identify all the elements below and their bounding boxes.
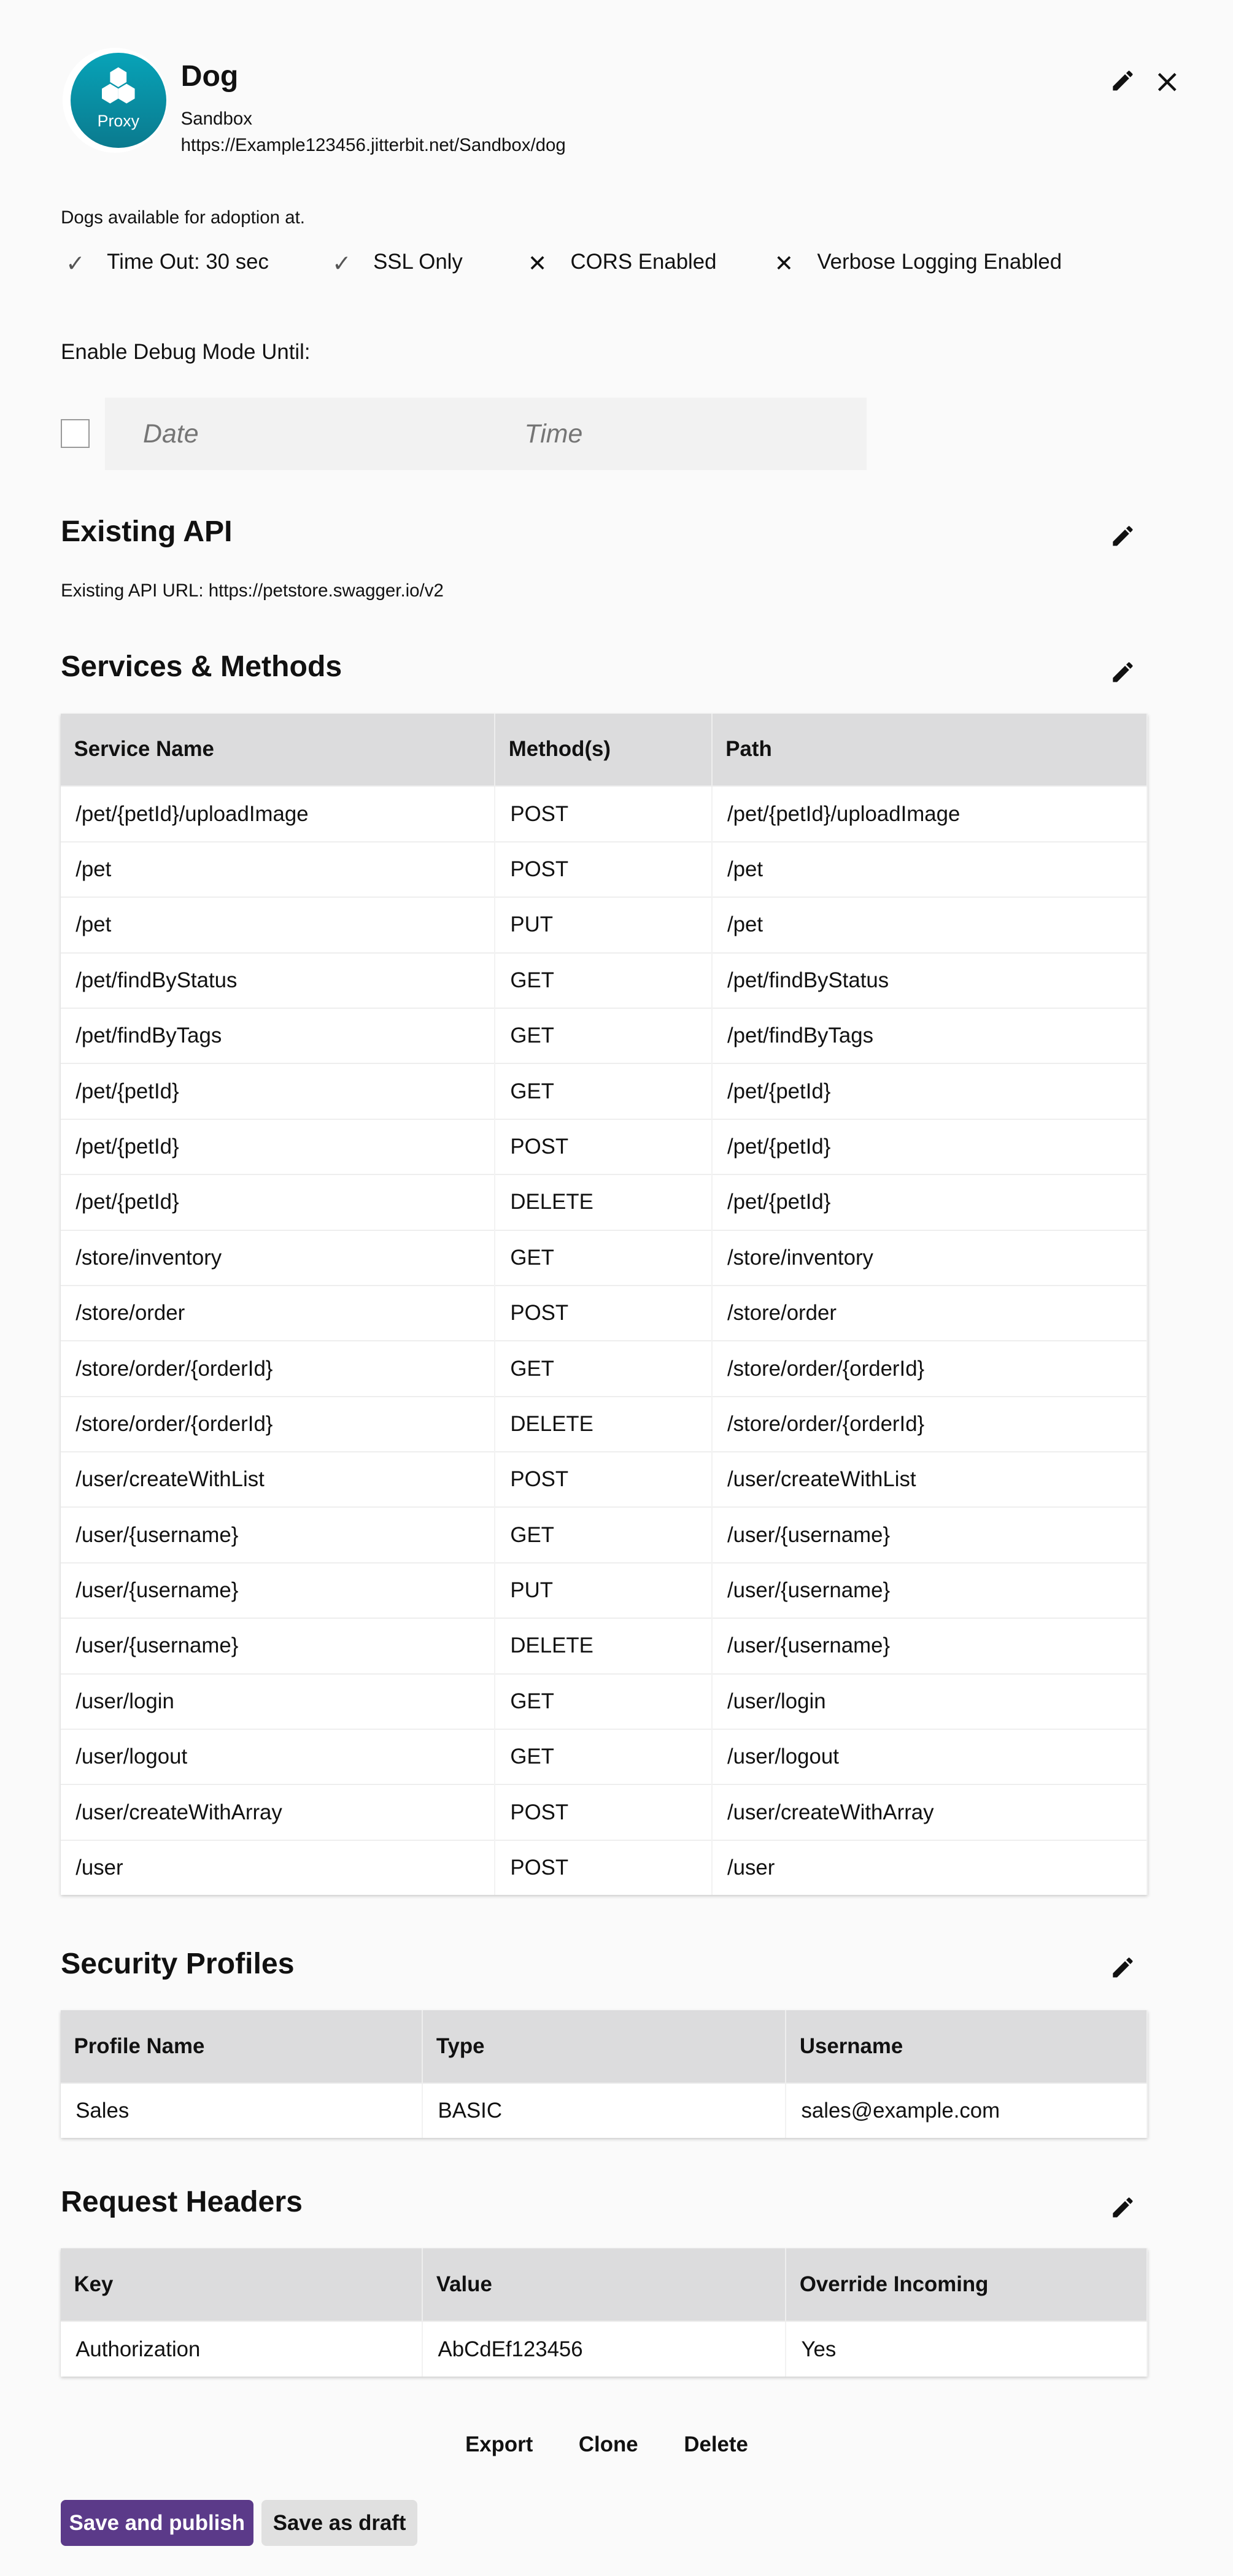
method-cell: POST bbox=[495, 1452, 712, 1507]
debug-label: Enable Debug Mode Until: bbox=[61, 340, 311, 364]
table-row[interactable] bbox=[61, 786, 1147, 841]
service-name-cell: /pet/{petId} bbox=[61, 1063, 495, 1119]
edit-security-button[interactable] bbox=[1107, 1951, 1140, 1984]
service-name-cell: /pet/{petId} bbox=[61, 1174, 495, 1230]
check-icon: ✓ bbox=[66, 250, 85, 277]
method-cell: PUT bbox=[495, 1563, 712, 1618]
method-cell: GET bbox=[495, 1341, 712, 1396]
path-cell: /user/createWithArray bbox=[712, 1784, 1147, 1840]
environment-name: Sandbox bbox=[180, 108, 252, 129]
path-cell: /pet bbox=[712, 842, 1147, 897]
table-row[interactable] bbox=[61, 2321, 1147, 2376]
path-cell: /user/{username} bbox=[712, 1563, 1147, 1618]
service-name-cell: /user/createWithList bbox=[61, 1452, 495, 1507]
table-row[interactable] bbox=[61, 2083, 1147, 2138]
column-header: Value bbox=[422, 2248, 786, 2321]
method-cell: GET bbox=[495, 1507, 712, 1562]
pencil-icon bbox=[1110, 1954, 1136, 1981]
service-name-cell: /pet/{petId} bbox=[61, 1119, 495, 1174]
request-headers-table bbox=[61, 2248, 1148, 2376]
table-row[interactable] bbox=[61, 1397, 1147, 1452]
path-cell: /pet/{petId}/uploadImage bbox=[712, 786, 1147, 841]
column-header: Key bbox=[61, 2248, 422, 2321]
type-cell: BASIC bbox=[422, 2083, 786, 2138]
service-name-cell: /pet bbox=[61, 897, 495, 952]
method-cell: POST bbox=[495, 1286, 712, 1341]
clone-button[interactable]: Clone bbox=[578, 2432, 638, 2457]
delete-button[interactable]: Delete bbox=[684, 2432, 748, 2457]
table-header-row bbox=[61, 714, 1147, 787]
path-cell: /user/login bbox=[712, 1674, 1147, 1729]
option-ssl-only: SSL Only bbox=[373, 250, 463, 274]
pencil-icon bbox=[1110, 659, 1136, 685]
path-cell: /store/inventory bbox=[712, 1230, 1147, 1286]
table-row[interactable] bbox=[61, 897, 1147, 952]
column-header: Path bbox=[712, 714, 1147, 787]
service-name-cell: /pet/findByStatus bbox=[61, 953, 495, 1008]
table-row[interactable] bbox=[61, 1452, 1147, 1507]
services-heading: Services & Methods bbox=[61, 650, 342, 684]
table-row[interactable] bbox=[61, 1174, 1147, 1230]
column-header: Method(s) bbox=[495, 714, 712, 787]
proxy-avatar bbox=[71, 53, 166, 148]
table-row[interactable] bbox=[61, 1008, 1147, 1063]
path-cell: /user/{username} bbox=[712, 1507, 1147, 1562]
service-name-cell: /store/order/{orderId} bbox=[61, 1397, 495, 1452]
save-as-draft-button[interactable]: Save as draft bbox=[261, 2500, 417, 2546]
service-name-cell: /store/order bbox=[61, 1286, 495, 1341]
service-name-cell: /pet bbox=[61, 842, 495, 897]
table-row[interactable] bbox=[61, 1507, 1147, 1562]
avatar-label: Proxy bbox=[97, 112, 140, 131]
date-input[interactable] bbox=[105, 398, 483, 470]
method-cell: GET bbox=[495, 1729, 712, 1784]
debug-checkbox[interactable] bbox=[61, 419, 90, 448]
method-cell: DELETE bbox=[495, 1618, 712, 1673]
service-name-cell: /store/order/{orderId} bbox=[61, 1341, 495, 1396]
table-row[interactable] bbox=[61, 1341, 1147, 1396]
option-cors: CORS Enabled bbox=[570, 250, 717, 274]
table-row[interactable] bbox=[61, 1563, 1147, 1618]
existing-api-url: Existing API URL: https://petstore.swagger.io/v2 bbox=[61, 580, 444, 601]
column-header: Type bbox=[422, 2010, 786, 2083]
method-cell: GET bbox=[495, 1230, 712, 1286]
value-cell: AbCdEf123456 bbox=[422, 2321, 786, 2376]
table-row[interactable] bbox=[61, 1119, 1147, 1174]
column-header: Override Incoming bbox=[786, 2248, 1146, 2321]
table-row[interactable] bbox=[61, 1286, 1147, 1341]
table-row[interactable] bbox=[61, 953, 1147, 1008]
path-cell: /pet/{petId} bbox=[712, 1119, 1147, 1174]
path-cell: /user/createWithList bbox=[712, 1452, 1147, 1507]
method-cell: DELETE bbox=[495, 1174, 712, 1230]
option-timeout: Time Out: 30 sec bbox=[107, 250, 269, 274]
pencil-icon bbox=[1110, 523, 1136, 549]
override-cell: Yes bbox=[786, 2321, 1146, 2376]
security-heading: Security Profiles bbox=[61, 1946, 295, 1980]
table-row[interactable] bbox=[61, 1840, 1147, 1895]
path-cell: /user/{username} bbox=[712, 1618, 1147, 1673]
column-header: Username bbox=[786, 2010, 1146, 2083]
path-cell: /store/order bbox=[712, 1286, 1147, 1341]
service-name-cell: /user/{username} bbox=[61, 1563, 495, 1618]
pencil-icon bbox=[1110, 67, 1136, 94]
edit-button[interactable] bbox=[1107, 64, 1140, 97]
method-cell: POST bbox=[495, 1840, 712, 1895]
path-cell: /pet/{petId} bbox=[712, 1174, 1147, 1230]
method-cell: GET bbox=[495, 1674, 712, 1729]
pencil-icon bbox=[1110, 2194, 1136, 2221]
service-name-cell: /store/inventory bbox=[61, 1230, 495, 1286]
proxy-url: https://Example123456.jitterbit.net/Sandbox/dog bbox=[180, 134, 566, 155]
table-row[interactable] bbox=[61, 1063, 1147, 1119]
edit-existing-api-button[interactable] bbox=[1107, 519, 1140, 552]
service-name-cell: /user/{username} bbox=[61, 1618, 495, 1673]
column-header: Profile Name bbox=[61, 2010, 422, 2083]
method-cell: POST bbox=[495, 1784, 712, 1840]
security-table bbox=[61, 2010, 1148, 2138]
edit-services-button[interactable] bbox=[1107, 656, 1140, 689]
export-button[interactable]: Export bbox=[465, 2432, 533, 2457]
service-name-cell: /pet/{petId}/uploadImage bbox=[61, 786, 495, 841]
service-name-cell: /user/login bbox=[61, 1674, 495, 1729]
path-cell: /pet/findByTags bbox=[712, 1008, 1147, 1063]
proxy-title: Dog bbox=[180, 60, 239, 93]
profile-name-cell: Sales bbox=[61, 2083, 422, 2138]
method-cell: GET bbox=[495, 1008, 712, 1063]
method-cell: GET bbox=[495, 1063, 712, 1119]
method-cell: DELETE bbox=[495, 1397, 712, 1452]
cube-cluster-icon bbox=[102, 66, 135, 109]
existing-api-heading: Existing API bbox=[61, 515, 233, 549]
service-name-cell: /user/createWithArray bbox=[61, 1784, 495, 1840]
username-cell: sales@example.com bbox=[786, 2083, 1146, 2138]
table-row[interactable] bbox=[61, 1784, 1147, 1840]
check-icon: ✓ bbox=[332, 250, 352, 277]
service-name-cell: /user bbox=[61, 1840, 495, 1895]
table-row[interactable] bbox=[61, 1618, 1147, 1673]
x-icon: ✕ bbox=[527, 250, 547, 277]
path-cell: /pet/{petId} bbox=[712, 1063, 1147, 1119]
proxy-description: Dogs available for adoption at. bbox=[61, 207, 305, 228]
method-cell: POST bbox=[495, 1119, 712, 1174]
path-cell: /pet bbox=[712, 897, 1147, 952]
table-row[interactable] bbox=[61, 1674, 1147, 1729]
table-header-row bbox=[61, 2248, 1147, 2321]
method-cell: PUT bbox=[495, 897, 712, 952]
close-button[interactable] bbox=[1151, 66, 1184, 99]
x-icon: ✕ bbox=[774, 250, 794, 277]
table-row[interactable] bbox=[61, 1230, 1147, 1286]
key-cell: Authorization bbox=[61, 2321, 422, 2376]
save-and-publish-button[interactable]: Save and publish bbox=[61, 2500, 253, 2546]
method-cell: GET bbox=[495, 953, 712, 1008]
services-table bbox=[61, 714, 1148, 1895]
method-cell: POST bbox=[495, 842, 712, 897]
service-name-cell: /user/{username} bbox=[61, 1507, 495, 1562]
path-cell: /user/logout bbox=[712, 1729, 1147, 1784]
time-input[interactable] bbox=[487, 398, 867, 470]
path-cell: /store/order/{orderId} bbox=[712, 1341, 1147, 1396]
path-cell: /user bbox=[712, 1840, 1147, 1895]
table-row[interactable] bbox=[61, 1729, 1147, 1784]
debug-datetime-field bbox=[105, 398, 866, 470]
close-icon bbox=[1156, 71, 1179, 94]
table-header-row bbox=[61, 2010, 1147, 2083]
table-row[interactable] bbox=[61, 842, 1147, 897]
option-verbose-logging: Verbose Logging Enabled bbox=[817, 250, 1062, 274]
service-name-cell: /user/logout bbox=[61, 1729, 495, 1784]
path-cell: /pet/findByStatus bbox=[712, 953, 1147, 1008]
path-cell: /store/order/{orderId} bbox=[712, 1397, 1147, 1452]
method-cell: POST bbox=[495, 786, 712, 841]
edit-headers-button[interactable] bbox=[1107, 2191, 1140, 2224]
column-header: Service Name bbox=[61, 714, 495, 787]
request-headers-heading: Request Headers bbox=[61, 2185, 303, 2218]
service-name-cell: /pet/findByTags bbox=[61, 1008, 495, 1063]
